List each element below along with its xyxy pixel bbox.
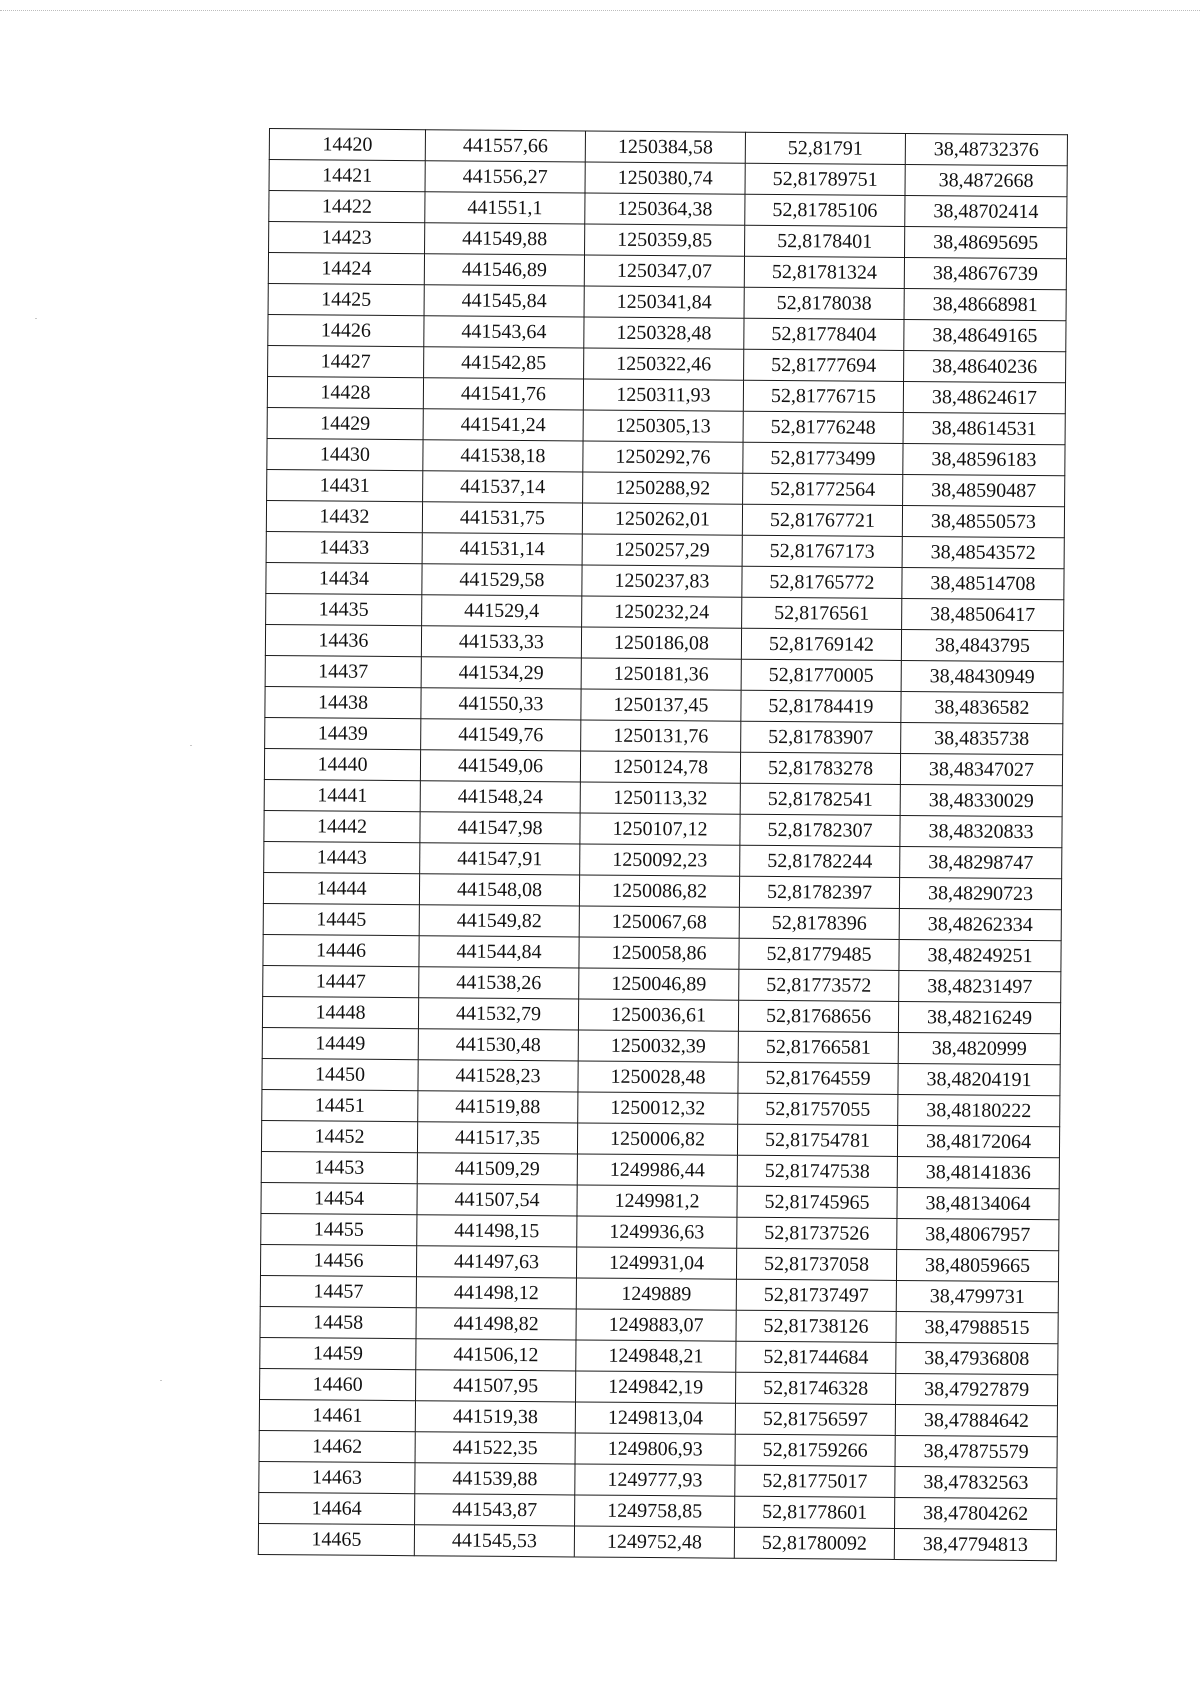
longitude-cell: 38,48180222 — [898, 1094, 1060, 1126]
latitude-cell: 52,81738126 — [736, 1310, 896, 1342]
point-number-cell: 14430 — [267, 438, 423, 470]
point-number-cell: 14464 — [259, 1492, 415, 1524]
point-number-cell: 14457 — [260, 1275, 416, 1307]
longitude-cell: 38,4835738 — [901, 722, 1063, 754]
longitude-cell: 38,48347027 — [900, 753, 1062, 785]
longitude-cell: 38,48059665 — [896, 1249, 1058, 1281]
latitude-cell: 52,81773499 — [743, 442, 903, 474]
x-coordinate-cell: 441542,85 — [424, 347, 584, 379]
latitude-cell: 52,81770005 — [741, 659, 901, 691]
longitude-cell: 38,48543572 — [902, 536, 1064, 568]
longitude-cell: 38,47927879 — [895, 1373, 1057, 1405]
latitude-cell: 52,8176561 — [742, 597, 902, 629]
coordinates-table — [258, 128, 1068, 1561]
point-number-cell: 14453 — [261, 1151, 417, 1183]
x-coordinate-cell: 441522,35 — [415, 1432, 575, 1464]
point-number-cell: 14438 — [265, 686, 421, 718]
latitude-cell: 52,81778404 — [744, 318, 904, 350]
x-coordinate-cell: 441506,12 — [416, 1339, 576, 1371]
y-coordinate-cell: 1250232,24 — [582, 596, 742, 628]
point-number-cell: 14460 — [260, 1368, 416, 1400]
y-coordinate-cell: 1249777,93 — [575, 1464, 735, 1496]
y-coordinate-cell: 1250092,23 — [580, 844, 740, 876]
longitude-cell: 38,48216249 — [898, 1001, 1060, 1033]
longitude-cell: 38,48141836 — [897, 1156, 1059, 1188]
longitude-cell: 38,48668981 — [904, 288, 1066, 320]
latitude-cell: 52,81785106 — [745, 194, 905, 226]
longitude-cell: 38,48550573 — [902, 505, 1064, 537]
latitude-cell: 52,81789751 — [745, 163, 905, 195]
x-coordinate-cell: 441548,24 — [420, 781, 580, 813]
latitude-cell: 52,81765772 — [742, 566, 902, 598]
point-number-cell: 14462 — [259, 1430, 415, 1462]
longitude-cell: 38,48172064 — [897, 1125, 1059, 1157]
longitude-cell: 38,48506417 — [902, 598, 1064, 630]
x-coordinate-cell: 441519,38 — [415, 1401, 575, 1433]
point-number-cell: 14440 — [264, 748, 420, 780]
latitude-cell: 52,81768656 — [738, 1000, 898, 1032]
longitude-cell: 38,48640236 — [904, 350, 1066, 382]
point-number-cell: 14458 — [260, 1306, 416, 1338]
y-coordinate-cell: 1250364,38 — [585, 193, 745, 225]
latitude-cell: 52,81754781 — [737, 1124, 897, 1156]
x-coordinate-cell: 441497,63 — [416, 1246, 576, 1278]
x-coordinate-cell: 441531,75 — [422, 502, 582, 534]
latitude-cell: 52,81778601 — [735, 1496, 895, 1528]
y-coordinate-cell: 1250311,93 — [583, 379, 743, 411]
x-coordinate-cell: 441533,33 — [421, 626, 581, 658]
longitude-cell: 38,48204191 — [898, 1063, 1060, 1095]
longitude-cell: 38,47804262 — [895, 1497, 1057, 1529]
x-coordinate-cell: 441519,88 — [418, 1091, 578, 1123]
y-coordinate-cell: 1250359,85 — [585, 224, 745, 256]
y-coordinate-cell: 1250257,29 — [582, 534, 742, 566]
table-row — [258, 1523, 1056, 1560]
x-coordinate-cell: 441517,35 — [417, 1122, 577, 1154]
x-coordinate-cell: 441541,24 — [423, 409, 583, 441]
longitude-cell: 38,48249251 — [899, 939, 1061, 971]
x-coordinate-cell: 441545,53 — [414, 1525, 574, 1557]
point-number-cell: 14441 — [264, 779, 420, 811]
y-coordinate-cell: 1249986,44 — [577, 1154, 737, 1186]
scan-speck — [35, 318, 37, 319]
point-number-cell: 14444 — [263, 872, 419, 904]
point-number-cell: 14448 — [262, 996, 418, 1028]
longitude-cell: 38,48624617 — [903, 381, 1065, 413]
latitude-cell: 52,8178401 — [745, 225, 905, 257]
longitude-cell: 38,47988515 — [896, 1311, 1058, 1343]
latitude-cell: 52,81791 — [745, 132, 905, 164]
y-coordinate-cell: 1250322,46 — [584, 348, 744, 380]
latitude-cell: 52,81767721 — [742, 504, 902, 536]
latitude-cell: 52,81779485 — [739, 938, 899, 970]
point-number-cell: 14463 — [259, 1461, 415, 1493]
y-coordinate-cell: 1249889 — [576, 1278, 736, 1310]
y-coordinate-cell: 1250028,48 — [578, 1061, 738, 1093]
longitude-cell: 38,48676739 — [904, 257, 1066, 289]
y-coordinate-cell: 1250058,86 — [579, 937, 739, 969]
point-number-cell: 14454 — [261, 1182, 417, 1214]
point-number-cell: 14432 — [266, 500, 422, 532]
x-coordinate-cell: 441557,66 — [425, 130, 585, 162]
point-number-cell: 14434 — [266, 562, 422, 594]
point-number-cell: 14428 — [267, 376, 423, 408]
latitude-cell: 52,81746328 — [735, 1372, 895, 1404]
x-coordinate-cell: 441498,15 — [417, 1215, 577, 1247]
point-number-cell: 14461 — [259, 1399, 415, 1431]
latitude-cell: 52,81782307 — [740, 814, 900, 846]
y-coordinate-cell: 1250107,12 — [580, 813, 740, 845]
latitude-cell: 52,81781324 — [744, 256, 904, 288]
point-number-cell: 14423 — [269, 222, 425, 254]
longitude-cell: 38,48430949 — [901, 660, 1063, 692]
latitude-cell: 52,81777694 — [744, 349, 904, 381]
y-coordinate-cell: 1250380,74 — [585, 162, 745, 194]
y-coordinate-cell: 1249758,85 — [575, 1495, 735, 1527]
y-coordinate-cell: 1249936,63 — [577, 1216, 737, 1248]
point-number-cell: 14447 — [263, 965, 419, 997]
y-coordinate-cell: 1250086,82 — [579, 875, 739, 907]
y-coordinate-cell: 1249752,48 — [574, 1526, 734, 1558]
longitude-cell: 38,48514708 — [902, 567, 1064, 599]
longitude-cell: 38,48134064 — [897, 1187, 1059, 1219]
longitude-cell: 38,48614531 — [903, 412, 1065, 444]
x-coordinate-cell: 441556,27 — [425, 161, 585, 193]
y-coordinate-cell: 1250046,89 — [579, 968, 739, 1000]
x-coordinate-cell: 441507,54 — [417, 1184, 577, 1216]
longitude-cell: 38,48290723 — [899, 877, 1061, 909]
y-coordinate-cell: 1250113,32 — [580, 782, 740, 814]
latitude-cell: 52,81764559 — [738, 1062, 898, 1094]
latitude-cell: 52,81759266 — [735, 1434, 895, 1466]
x-coordinate-cell: 441549,82 — [419, 905, 579, 937]
longitude-cell: 38,48231497 — [899, 970, 1061, 1002]
point-number-cell: 14449 — [262, 1027, 418, 1059]
latitude-cell: 52,81782397 — [739, 876, 899, 908]
point-number-cell: 14421 — [269, 160, 425, 192]
x-coordinate-cell: 441538,18 — [423, 440, 583, 472]
x-coordinate-cell: 441537,14 — [423, 471, 583, 503]
point-number-cell: 14436 — [265, 624, 421, 656]
point-number-cell: 14452 — [261, 1120, 417, 1152]
latitude-cell: 52,81756597 — [735, 1403, 895, 1435]
point-number-cell: 14433 — [266, 531, 422, 563]
point-number-cell: 14442 — [264, 810, 420, 842]
longitude-cell: 38,4799731 — [896, 1280, 1058, 1312]
y-coordinate-cell: 1250186,08 — [581, 627, 741, 659]
latitude-cell: 52,81782244 — [740, 845, 900, 877]
longitude-cell: 38,48320833 — [900, 815, 1062, 847]
point-number-cell: 14435 — [266, 593, 422, 625]
y-coordinate-cell: 1250341,84 — [584, 286, 744, 318]
longitude-cell: 38,48590487 — [903, 474, 1065, 506]
latitude-cell: 52,81737526 — [737, 1217, 897, 1249]
point-number-cell: 14425 — [268, 283, 424, 315]
point-number-cell: 14443 — [264, 841, 420, 873]
x-coordinate-cell: 441498,82 — [416, 1308, 576, 1340]
scan-top-edge — [0, 10, 1200, 11]
x-coordinate-cell: 441549,88 — [425, 223, 585, 255]
y-coordinate-cell: 1250262,01 — [582, 503, 742, 535]
point-number-cell: 14456 — [260, 1244, 416, 1276]
latitude-cell: 52,81784419 — [741, 690, 901, 722]
point-number-cell: 14420 — [269, 129, 425, 161]
latitude-cell: 52,81775017 — [735, 1465, 895, 1497]
y-coordinate-cell: 1250032,39 — [578, 1030, 738, 1062]
y-coordinate-cell: 1250288,92 — [583, 472, 743, 504]
y-coordinate-cell: 1250124,78 — [580, 751, 740, 783]
y-coordinate-cell: 1250384,58 — [585, 131, 745, 163]
latitude-cell: 52,81745965 — [737, 1186, 897, 1218]
latitude-cell: 52,81737058 — [736, 1248, 896, 1280]
latitude-cell: 52,81737497 — [736, 1279, 896, 1311]
latitude-cell: 52,81767173 — [742, 535, 902, 567]
y-coordinate-cell: 1250347,07 — [584, 255, 744, 287]
scan-speck — [190, 745, 192, 746]
point-number-cell: 14459 — [260, 1337, 416, 1369]
point-number-cell: 14455 — [261, 1213, 417, 1245]
latitude-cell: 52,81747538 — [737, 1155, 897, 1187]
x-coordinate-cell: 441545,84 — [424, 285, 584, 317]
y-coordinate-cell: 1250036,61 — [578, 999, 738, 1031]
longitude-cell: 38,4872668 — [905, 164, 1067, 196]
y-coordinate-cell: 1249806,93 — [575, 1433, 735, 1465]
y-coordinate-cell: 1250328,48 — [584, 317, 744, 349]
x-coordinate-cell: 441528,23 — [418, 1060, 578, 1092]
longitude-cell: 38,47936808 — [896, 1342, 1058, 1374]
longitude-cell: 38,48649165 — [904, 319, 1066, 351]
y-coordinate-cell: 1250006,82 — [577, 1123, 737, 1155]
y-coordinate-cell: 1250012,32 — [578, 1092, 738, 1124]
x-coordinate-cell: 441498,12 — [416, 1277, 576, 1309]
latitude-cell: 52,81776248 — [743, 411, 903, 443]
point-number-cell: 14445 — [263, 903, 419, 935]
point-number-cell: 14465 — [258, 1523, 414, 1555]
longitude-cell: 38,4836582 — [901, 691, 1063, 723]
latitude-cell: 52,8178038 — [744, 287, 904, 319]
point-number-cell: 14427 — [268, 345, 424, 377]
y-coordinate-cell: 1250181,36 — [581, 658, 741, 690]
y-coordinate-cell: 1249813,04 — [575, 1402, 735, 1434]
y-coordinate-cell: 1250137,45 — [581, 689, 741, 721]
latitude-cell: 52,81744684 — [736, 1341, 896, 1373]
latitude-cell: 52,81782541 — [740, 783, 900, 815]
x-coordinate-cell: 441546,89 — [424, 254, 584, 286]
latitude-cell: 52,81766581 — [738, 1031, 898, 1063]
x-coordinate-cell: 441539,88 — [415, 1463, 575, 1495]
longitude-cell: 38,4820999 — [898, 1032, 1060, 1064]
latitude-cell: 52,81757055 — [738, 1093, 898, 1125]
y-coordinate-cell: 1249842,19 — [576, 1371, 736, 1403]
point-number-cell: 14431 — [267, 469, 423, 501]
x-coordinate-cell: 441530,48 — [418, 1029, 578, 1061]
x-coordinate-cell: 441549,76 — [421, 719, 581, 751]
scan-speck — [160, 1380, 162, 1381]
longitude-cell: 38,48702414 — [905, 195, 1067, 227]
x-coordinate-cell: 441547,91 — [420, 843, 580, 875]
point-number-cell: 14424 — [268, 253, 424, 285]
x-coordinate-cell: 441529,4 — [422, 595, 582, 627]
longitude-cell: 38,47794813 — [894, 1528, 1056, 1560]
latitude-cell: 52,81773572 — [739, 969, 899, 1001]
x-coordinate-cell: 441507,95 — [416, 1370, 576, 1402]
longitude-cell: 38,48695695 — [905, 226, 1067, 258]
x-coordinate-cell: 441550,33 — [421, 688, 581, 720]
latitude-cell: 52,81783907 — [741, 721, 901, 753]
longitude-cell: 38,48067957 — [897, 1218, 1059, 1250]
y-coordinate-cell: 1249883,07 — [576, 1309, 736, 1341]
x-coordinate-cell: 441532,79 — [418, 998, 578, 1030]
x-coordinate-cell: 441551,1 — [425, 192, 585, 224]
latitude-cell: 52,81772564 — [743, 473, 903, 505]
point-number-cell: 14451 — [262, 1089, 418, 1121]
longitude-cell: 38,4843795 — [901, 629, 1063, 661]
point-number-cell: 14429 — [267, 407, 423, 439]
y-coordinate-cell: 1249931,04 — [576, 1247, 736, 1279]
y-coordinate-cell: 1250131,76 — [581, 720, 741, 752]
x-coordinate-cell: 441543,87 — [415, 1494, 575, 1526]
latitude-cell: 52,8178396 — [739, 907, 899, 939]
x-coordinate-cell: 441549,06 — [420, 750, 580, 782]
latitude-cell: 52,81776715 — [743, 380, 903, 412]
x-coordinate-cell: 441534,29 — [421, 657, 581, 689]
x-coordinate-cell: 441543,64 — [424, 316, 584, 348]
point-number-cell: 14422 — [269, 191, 425, 223]
latitude-cell: 52,81769142 — [741, 628, 901, 660]
x-coordinate-cell: 441529,58 — [422, 564, 582, 596]
longitude-cell: 38,47875579 — [895, 1435, 1057, 1467]
point-number-cell: 14439 — [265, 717, 421, 749]
y-coordinate-cell: 1250305,13 — [583, 410, 743, 442]
y-coordinate-cell: 1249848,21 — [576, 1340, 736, 1372]
y-coordinate-cell: 1250237,83 — [582, 565, 742, 597]
x-coordinate-cell: 441541,76 — [423, 378, 583, 410]
x-coordinate-cell: 441509,29 — [417, 1153, 577, 1185]
x-coordinate-cell: 441544,84 — [419, 936, 579, 968]
latitude-cell: 52,81780092 — [734, 1527, 894, 1559]
y-coordinate-cell: 1250067,68 — [579, 906, 739, 938]
x-coordinate-cell: 441538,26 — [419, 967, 579, 999]
longitude-cell: 38,48330029 — [900, 784, 1062, 816]
point-number-cell: 14450 — [262, 1058, 418, 1090]
x-coordinate-cell: 441547,98 — [420, 812, 580, 844]
longitude-cell: 38,48732376 — [905, 133, 1067, 165]
longitude-cell: 38,47832563 — [895, 1466, 1057, 1498]
longitude-cell: 38,48262334 — [899, 908, 1061, 940]
longitude-cell: 38,48298747 — [900, 846, 1062, 878]
x-coordinate-cell: 441531,14 — [422, 533, 582, 565]
point-number-cell: 14446 — [263, 934, 419, 966]
latitude-cell: 52,81783278 — [740, 752, 900, 784]
x-coordinate-cell: 441548,08 — [419, 874, 579, 906]
coordinates-table-body — [258, 129, 1067, 1561]
point-number-cell: 14437 — [265, 655, 421, 687]
longitude-cell: 38,47884642 — [895, 1404, 1057, 1436]
longitude-cell: 38,48596183 — [903, 443, 1065, 475]
y-coordinate-cell: 1249981,2 — [577, 1185, 737, 1217]
y-coordinate-cell: 1250292,76 — [583, 441, 743, 473]
point-number-cell: 14426 — [268, 314, 424, 346]
